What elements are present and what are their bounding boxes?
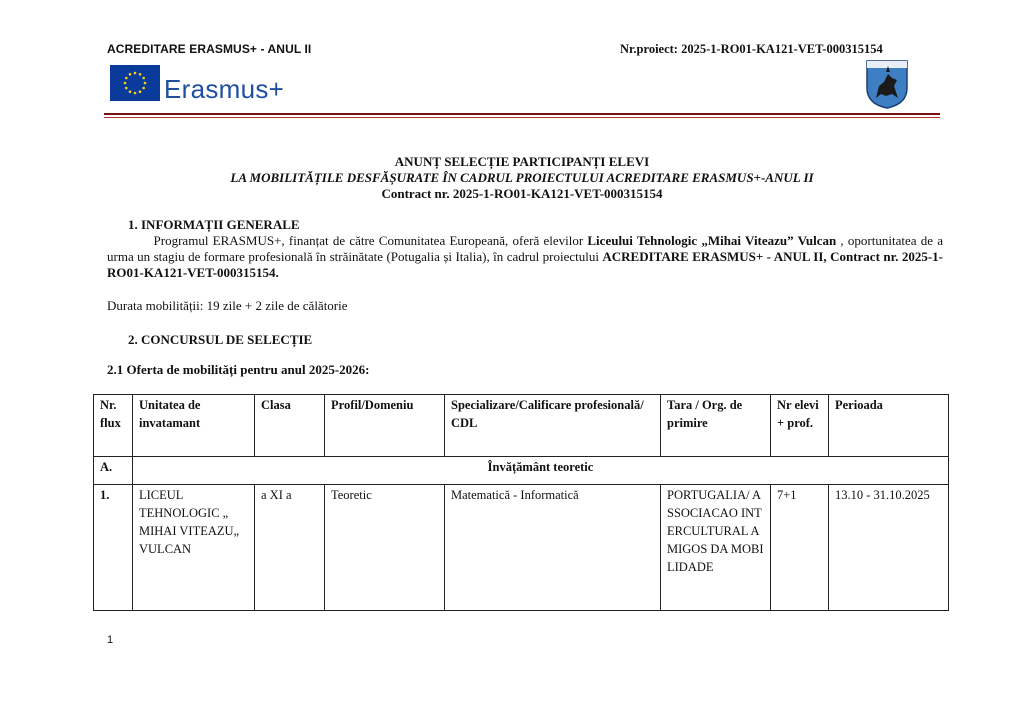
mobility-duration: Durata mobilității: 19 zile + 2 zile de călătorie (107, 298, 348, 313)
header-accreditation-label: ACREDITARE ERASMUS+ - ANUL II (107, 42, 312, 56)
col-tara: Tara / Org. de primire (661, 395, 771, 457)
cell-clasa: a XI a (255, 485, 325, 611)
cell-profil: Teoretic (325, 485, 445, 611)
col-specializare: Specializare/Calificare profesională/ CDL (445, 395, 661, 457)
col-profil: Profil/Domeniu (325, 395, 445, 457)
project-contract: ACREDITARE ERASMUS+ - ANUL II, Contract nr. 2025-1-RO01-KA121-VET-000315154. (107, 249, 943, 280)
eu-flag-icon (110, 65, 160, 101)
col-unitate: Unitatea de invatamant (133, 395, 255, 457)
table-row (94, 485, 949, 611)
erasmus-logo-text: Erasmus+ (164, 74, 285, 104)
para-text-2: , oportunitatea de a urma un stagiu de formare profesională în străinătate (Potugalia și Italia), în cadrul proiectului (107, 233, 944, 264)
cell-nr: 1. (94, 485, 133, 611)
cell-nr-elevi: 7+1 (771, 485, 829, 611)
general-info-paragraph (107, 233, 943, 281)
col-clasa: Clasa (255, 395, 325, 457)
school-name: Liceului Tehnologic „Mihai Viteazu” Vulcan (587, 233, 837, 248)
cell-unitate: LICEUL TEHNOLOGIC „ MIHAI VITEAZU„ VULCAN (133, 485, 255, 611)
table-section-row (94, 457, 949, 485)
col-perioada: Perioada (829, 395, 949, 457)
header-divider-thin (104, 117, 940, 118)
title-line-1: ANUNȚ SELECȚIE PARTICIPANȚI ELEVI (394, 154, 650, 169)
cell-specializare: Matematică - Informatică (445, 485, 661, 611)
mobility-offer-table (93, 394, 949, 611)
section-2-1-heading: 2.1 Oferta de mobilități pentru anul 2025-2026: (107, 362, 370, 377)
section-label: A. (94, 457, 133, 485)
section-title: Învățământ teoretic (133, 457, 949, 485)
para-text-1: Programul ERASMUS+, finanțat de către Comunitatea Europeană, oferă elevilor (153, 233, 588, 248)
school-crest-icon (864, 58, 910, 110)
col-nr-elevi: Nr elevi + prof. (771, 395, 829, 457)
cell-perioada: 13.10 - 31.10.2025 (829, 485, 949, 611)
title-line-2: LA MOBILITĂȚILE DESFĂȘURATE ÎN CADRUL PROIECTULUI ACREDITARE ERASMUS+-ANUL II (230, 170, 814, 185)
cell-tara: PORTUGALIA/ ASSOCIACAO INTERCULTURAL AMIGOS DA MOBILIDADE (661, 485, 771, 611)
header-divider (104, 113, 940, 115)
table-header-row (94, 395, 949, 457)
header-project-number: Nr.proiect: 2025-1-RO01-KA121-VET-000315154 (620, 42, 883, 56)
col-nr-flux: Nr. flux (94, 395, 133, 457)
section-1-heading: 1. INFORMAȚII GENERALE (128, 217, 300, 232)
title-contract: Contract nr. 2025-1-RO01-KA121-VET-000315154 (381, 186, 663, 201)
page-number: 1 (107, 634, 114, 646)
section-2-heading: 2. CONCURSUL DE SELECȚIE (128, 332, 313, 347)
